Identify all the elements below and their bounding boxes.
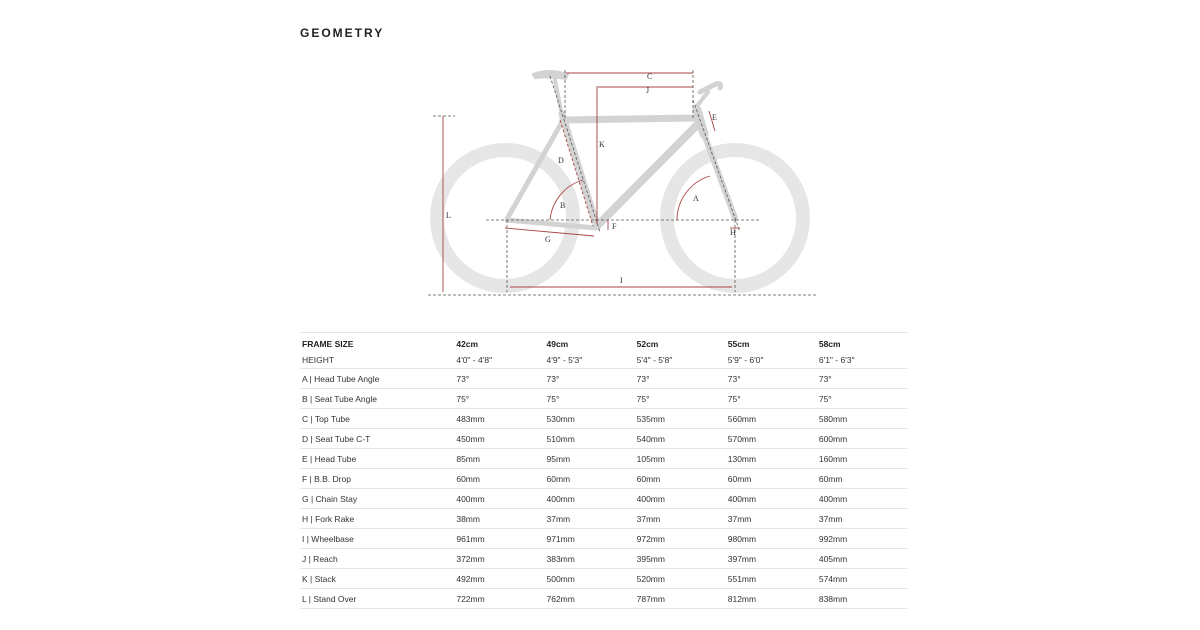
size-value: 500mm — [546, 573, 575, 584]
size-value: 58cm — [818, 338, 841, 349]
table-row — [300, 389, 907, 409]
size-value: 5'4" - 5'8" — [636, 354, 673, 365]
size-value: 483mm — [456, 413, 485, 424]
label-g: G — [545, 235, 551, 244]
size-value: 73° — [546, 373, 560, 384]
size-value: 600mm — [818, 433, 848, 444]
frame-size-header-row — [300, 333, 907, 352]
size-value: 73° — [727, 373, 741, 384]
table-row — [300, 549, 907, 569]
size-value: 762mm — [546, 593, 575, 604]
row-label: A | Head Tube Angle — [302, 373, 380, 384]
size-value: 570mm — [727, 433, 757, 444]
label-e: E — [712, 113, 717, 122]
size-value: 52cm — [636, 338, 659, 349]
size-value: 383mm — [546, 553, 575, 564]
top-tube — [563, 118, 697, 120]
size-value: 95mm — [546, 453, 571, 464]
size-value: 551mm — [727, 573, 757, 584]
table-row — [300, 409, 907, 429]
size-value: 972mm — [636, 533, 665, 544]
size-value: 787mm — [636, 593, 665, 604]
label-a: A — [693, 194, 699, 203]
size-value: 535mm — [636, 413, 665, 424]
size-value: 4'9" - 5'3" — [546, 354, 583, 365]
wheels — [437, 150, 803, 286]
size-value: 400mm — [727, 493, 757, 504]
row-label: G | Chain Stay — [302, 493, 358, 504]
row-label: F | B.B. Drop — [302, 473, 351, 484]
size-value: 400mm — [456, 493, 485, 504]
size-value: 961mm — [456, 533, 485, 544]
size-value: 530mm — [546, 413, 575, 424]
row-label: D | Seat Tube C-T — [302, 433, 371, 444]
bike-frame — [507, 71, 735, 230]
size-value: 75° — [818, 393, 832, 404]
row-label: K | Stack — [302, 573, 336, 584]
size-value: 838mm — [818, 593, 848, 604]
size-value: 49cm — [546, 338, 569, 349]
size-value: 60mm — [546, 473, 571, 484]
row-label: I | Wheelbase — [302, 533, 354, 544]
table-row — [300, 449, 907, 469]
table-row — [300, 369, 907, 389]
size-value: 6'1" - 6'3" — [818, 354, 855, 365]
table-row — [300, 469, 907, 489]
row-label: E | Head Tube — [302, 453, 357, 464]
page-title: GEOMETRY — [300, 26, 385, 40]
size-value: 992mm — [818, 533, 848, 544]
size-value: 405mm — [818, 553, 848, 564]
guide-lines — [428, 70, 818, 295]
table-row — [300, 529, 907, 549]
size-value: 812mm — [727, 593, 757, 604]
size-value: 560mm — [727, 413, 757, 424]
row-label: FRAME SIZE — [302, 338, 354, 349]
size-value: 60mm — [636, 473, 661, 484]
size-value: 75° — [456, 393, 470, 404]
size-value: 37mm — [818, 513, 843, 524]
handlebar — [700, 84, 721, 93]
table-row — [300, 429, 907, 449]
size-value: 580mm — [818, 413, 848, 424]
table-row — [300, 569, 907, 589]
row-label: J | Reach — [302, 553, 338, 564]
size-value: 85mm — [456, 453, 480, 464]
size-value: 160mm — [818, 453, 848, 464]
size-value: 5'9" - 6'0" — [727, 354, 764, 365]
size-value: 372mm — [456, 553, 485, 564]
label-f: F — [612, 222, 617, 231]
size-value: 60mm — [818, 473, 843, 484]
size-value: 400mm — [636, 493, 665, 504]
size-value: 75° — [636, 393, 650, 404]
row-label: B | Seat Tube Angle — [302, 393, 377, 404]
label-h: H — [730, 228, 736, 237]
chain-stay — [507, 220, 597, 228]
label-c: C — [647, 72, 653, 81]
row-label: C | Top Tube — [302, 413, 350, 424]
geometry-table — [300, 332, 907, 609]
size-value: 73° — [818, 373, 832, 384]
table-row — [300, 509, 907, 529]
size-value: 510mm — [546, 433, 575, 444]
row-label: H | Fork Rake — [302, 513, 355, 524]
size-value: 60mm — [727, 473, 752, 484]
size-value: 37mm — [727, 513, 752, 524]
row-label: L | Stand Over — [302, 593, 357, 604]
size-value: 397mm — [727, 553, 757, 564]
label-k: K — [599, 140, 605, 149]
size-value: 574mm — [818, 573, 848, 584]
size-value: 75° — [546, 393, 560, 404]
table-row — [300, 489, 907, 509]
size-value: 42cm — [456, 338, 479, 349]
size-value: 37mm — [546, 513, 571, 524]
size-value: 130mm — [727, 453, 757, 464]
label-b: B — [560, 201, 566, 210]
dimension-labels — [446, 72, 736, 285]
size-value: 395mm — [636, 553, 665, 564]
size-value: 75° — [727, 393, 741, 404]
size-value: 400mm — [546, 493, 575, 504]
size-value: 55cm — [727, 338, 750, 349]
head-tube — [697, 110, 704, 134]
size-value: 37mm — [636, 513, 661, 524]
row-label: HEIGHT — [302, 354, 335, 365]
label-j: J — [646, 86, 650, 95]
size-value: 492mm — [456, 573, 485, 584]
label-d: D — [558, 156, 564, 165]
size-value: 400mm — [818, 493, 848, 504]
size-value: 73° — [636, 373, 650, 384]
table-row — [300, 589, 907, 609]
size-value: 38mm — [456, 513, 480, 524]
label-i: I — [620, 276, 623, 285]
height-row — [300, 351, 907, 369]
size-value: 105mm — [636, 453, 665, 464]
size-value: 73° — [456, 373, 470, 384]
size-value: 520mm — [636, 573, 665, 584]
label-l: L — [446, 211, 451, 220]
size-value: 60mm — [456, 473, 480, 484]
size-value: 722mm — [456, 593, 485, 604]
size-value: 4'0" - 4'8" — [456, 354, 493, 365]
geometry-table-body — [300, 333, 907, 609]
size-value: 450mm — [456, 433, 485, 444]
size-value: 971mm — [546, 533, 575, 544]
size-value: 980mm — [727, 533, 757, 544]
size-value: 540mm — [636, 433, 665, 444]
